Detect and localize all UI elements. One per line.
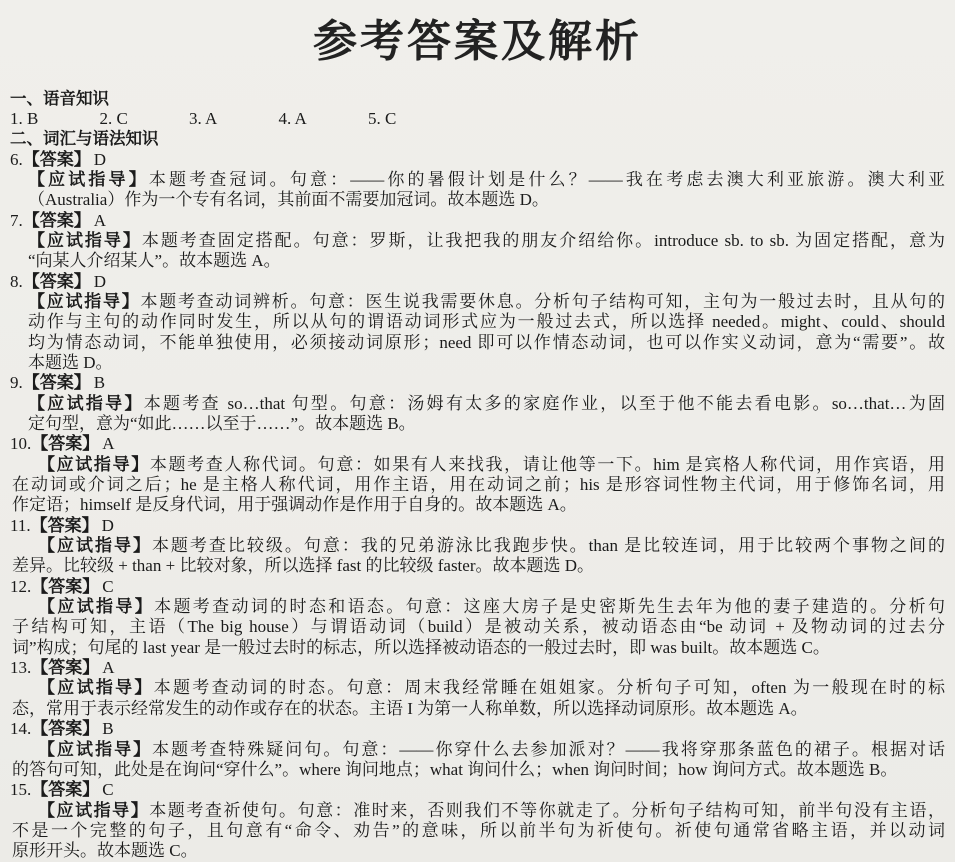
guide-line <box>28 333 945 353</box>
guide-text: 本题考查人称代词。句意：如果有人来找我，请让他等一下。him 是宾格人称代词，用作宾语，用 <box>149 454 945 474</box>
choice-answer: 1. B <box>10 108 39 128</box>
question-number: 14. <box>10 719 32 739</box>
choice-answer-row <box>0 109 945 129</box>
question-number: 7. <box>10 210 23 230</box>
choice-answer: 5. C <box>368 108 397 128</box>
section-heading: 二、词汇与语法知识 <box>10 130 159 149</box>
guide-line <box>12 821 945 841</box>
guide-line <box>28 394 945 414</box>
guide-text: 作定语；himself 是反身代词，用于强调动作是作用于自身的。故本题选 A。 <box>12 495 577 515</box>
section-heading: 一、语音知识 <box>10 89 109 108</box>
answer-line <box>0 373 945 393</box>
guide-line <box>12 475 945 495</box>
guide-line <box>28 292 945 312</box>
guide-label: 【应试指导】 <box>38 739 153 759</box>
answer-label: 【答案】 <box>22 373 91 393</box>
guide-text: “向某人介绍某人”。故本题选 A。 <box>28 251 281 271</box>
answer-line <box>0 780 945 800</box>
answer-value: D <box>93 271 107 291</box>
answer-key-item <box>0 516 955 577</box>
question-number: 12. <box>10 576 32 596</box>
answer-key-item <box>0 780 955 861</box>
guide-line <box>38 536 945 556</box>
answer-value: A <box>102 658 115 678</box>
answer-value: B <box>93 373 106 393</box>
question-number: 8. <box>10 271 23 291</box>
question-number: 6. <box>10 149 23 169</box>
guide-text: （Australia）作为一个专有名词，其前面不需要加冠词。故本题选 D。 <box>28 190 549 210</box>
guide-line <box>12 841 945 861</box>
guide-text: 动作与主句的动作同时发生，所以从句的谓语动词形式应为一般过去式，所以选择 needed。might、could、should <box>28 312 945 332</box>
guide-text: 不是一个完整的句子，且句意有“命令、劝告”的意味，所以前半句为祈使句。祈使句通常省略主语，并以动词 <box>12 820 945 840</box>
guide-label: 【应试指导】 <box>38 454 150 474</box>
answer-value: A <box>102 434 115 454</box>
answer-label: 【答案】 <box>31 719 100 739</box>
answer-key-item <box>0 658 955 719</box>
answer-value: B <box>102 719 114 739</box>
guide-text: 本题考查特殊疑问句。句意：——你穿什么去参加派对？——我将穿那条蓝色的裙子。根据对话 <box>152 739 945 759</box>
guide-text: 本题考查动词的时态和语态。句意：这座大房子是史密斯先生去年为他的妻子建造的。分析句 <box>154 597 945 617</box>
guide-text: 本题考查动词辨析。句意：医生说我需要休息。分析句子结构可知，主句为一般过去时，且从句的 <box>140 291 945 311</box>
guide-line <box>38 455 945 475</box>
guide-label: 【应试指导】 <box>38 800 150 820</box>
choice-answer: 3. A <box>189 108 218 128</box>
guide-line <box>12 495 945 515</box>
guide-line <box>28 170 945 190</box>
guide-label: 【应试指导】 <box>28 393 144 413</box>
guide-text: 本题考查动词的时态。句意：周末我经常睡在姐姐家。分析句子可知，often 为一般现在时的标 <box>153 678 945 698</box>
answer-label: 【答案】 <box>31 658 100 678</box>
guide-text: 本题考查祈使句。句意：准时来，否则我们不等你就走了。分析句子结构可知，前半句没有主语， <box>149 800 945 820</box>
answer-value: C <box>102 780 114 800</box>
answer-label: 【答案】 <box>31 576 100 596</box>
answer-line <box>0 272 945 292</box>
answer-key-item <box>0 211 955 272</box>
choice-answer: 2. C <box>99 108 128 128</box>
answer-key-item <box>0 719 955 780</box>
answer-label: 【答案】 <box>22 271 91 291</box>
guide-text: 态，常用于表示经常发生的动作或存在的状态。主语 I 为第一人称单数，所以选择动词原形。故本题选 A。 <box>12 698 808 718</box>
guide-line <box>28 353 945 373</box>
answer-key-item <box>0 272 955 374</box>
answer-label: 【答案】 <box>31 780 100 800</box>
answer-value: A <box>93 210 107 230</box>
guide-text: 本题考查固定搭配。句意：罗斯，让我把我的朋友介绍给你。introduce sb. to sb. 为固定搭配，意为 <box>141 230 945 250</box>
question-number: 9. <box>10 373 23 393</box>
guide-text: 差异。比较级 + than + 比较对象，所以选择 fast 的比较级 faster。故本题选 D。 <box>12 556 595 576</box>
answer-label: 【答案】 <box>31 434 100 454</box>
answer-line <box>0 577 945 597</box>
guide-line <box>12 760 945 780</box>
guide-text: 本题考查比较级。句意：我的兄弟游泳比我跑步快。than 是比较连词，用于比较两个事物之间的 <box>151 536 945 556</box>
guide-line <box>28 231 945 251</box>
answer-line <box>0 211 945 231</box>
answer-key-item <box>0 150 955 211</box>
guide-label: 【应试指导】 <box>28 230 142 250</box>
guide-text: 定句型，意为“如此……以至于……”。故本题选 B。 <box>28 414 416 433</box>
answer-section <box>0 129 955 861</box>
guide-line <box>28 414 945 434</box>
guide-line <box>38 740 945 760</box>
guide-label: 【应试指导】 <box>38 678 154 698</box>
answer-line <box>0 434 945 454</box>
guide-text: 均为情态动词，不能单独使用，必须接动词原形；need 即可以作情态动词，也可以作实义动词，意为“需要”。故 <box>28 332 945 352</box>
answer-line <box>0 658 945 678</box>
document-body <box>0 89 955 862</box>
guide-text: 词”构成；句尾的 last year 是一般过去时的标志，所以选择被动语态的一般过去时，即 was built。故本题选 C。 <box>12 637 830 657</box>
guide-line <box>12 638 945 658</box>
guide-line <box>12 556 945 576</box>
answer-key-item <box>0 577 955 658</box>
guide-text: 原形开头。故本题选 C。 <box>12 841 198 861</box>
guide-line <box>12 617 945 637</box>
answer-label: 【答案】 <box>30 515 99 535</box>
answer-key-item <box>0 434 955 515</box>
answer-value: D <box>101 515 114 535</box>
guide-line <box>38 678 945 698</box>
guide-line <box>28 190 945 210</box>
guide-line <box>28 312 945 332</box>
guide-text: 的答句可知，此处是在询问“穿什么”。where 询问地点；what 询问什么；when 询问时间；how 询问方式。故本题选 B。 <box>12 759 898 779</box>
page-title: 参考答案及解析 <box>313 17 642 66</box>
answer-line <box>0 719 945 739</box>
guide-text: 本题选 D。 <box>28 352 113 372</box>
guide-text: 子结构可知，主语（The big house）与谓语动词（build）是被动关系，被动语态由“be 动词 + 及物动词的过去分 <box>12 617 945 637</box>
guide-label: 【应试指导】 <box>28 169 149 189</box>
answer-label: 【答案】 <box>22 149 91 169</box>
answer-section <box>0 89 955 130</box>
guide-line <box>38 801 945 821</box>
answer-key-item <box>0 373 955 434</box>
answer-value: C <box>102 576 114 596</box>
guide-label: 【应试指导】 <box>28 291 141 311</box>
question-number: 10. <box>10 434 32 454</box>
guide-line <box>28 251 945 271</box>
answer-line <box>0 150 945 170</box>
answer-label: 【答案】 <box>22 210 91 230</box>
choice-answer: 4. A <box>278 108 307 128</box>
guide-line <box>12 699 945 719</box>
guide-label: 【应试指导】 <box>38 536 152 556</box>
answer-value: D <box>93 149 107 169</box>
question-number: 13. <box>10 658 32 678</box>
question-number: 15. <box>10 780 32 800</box>
answer-line <box>0 516 945 536</box>
guide-text: 本题考查 so…that 句型。句意：汤姆有太多的家庭作业，以至于他不能去看电影。so…that…为固 <box>143 393 945 413</box>
guide-label: 【应试指导】 <box>38 597 155 617</box>
guide-line <box>38 597 945 617</box>
guide-text: 本题考查冠词。句意：——你的暑假计划是什么？——我在考虑去澳大利亚旅游。澳大利亚 <box>148 169 945 189</box>
guide-text: 在动词或介词之后；he 是主格人称代词，用作主语，用在动词之前；his 是形容词性物主代词，用于修饰名词，用 <box>12 475 945 495</box>
question-number: 11. <box>10 515 31 535</box>
